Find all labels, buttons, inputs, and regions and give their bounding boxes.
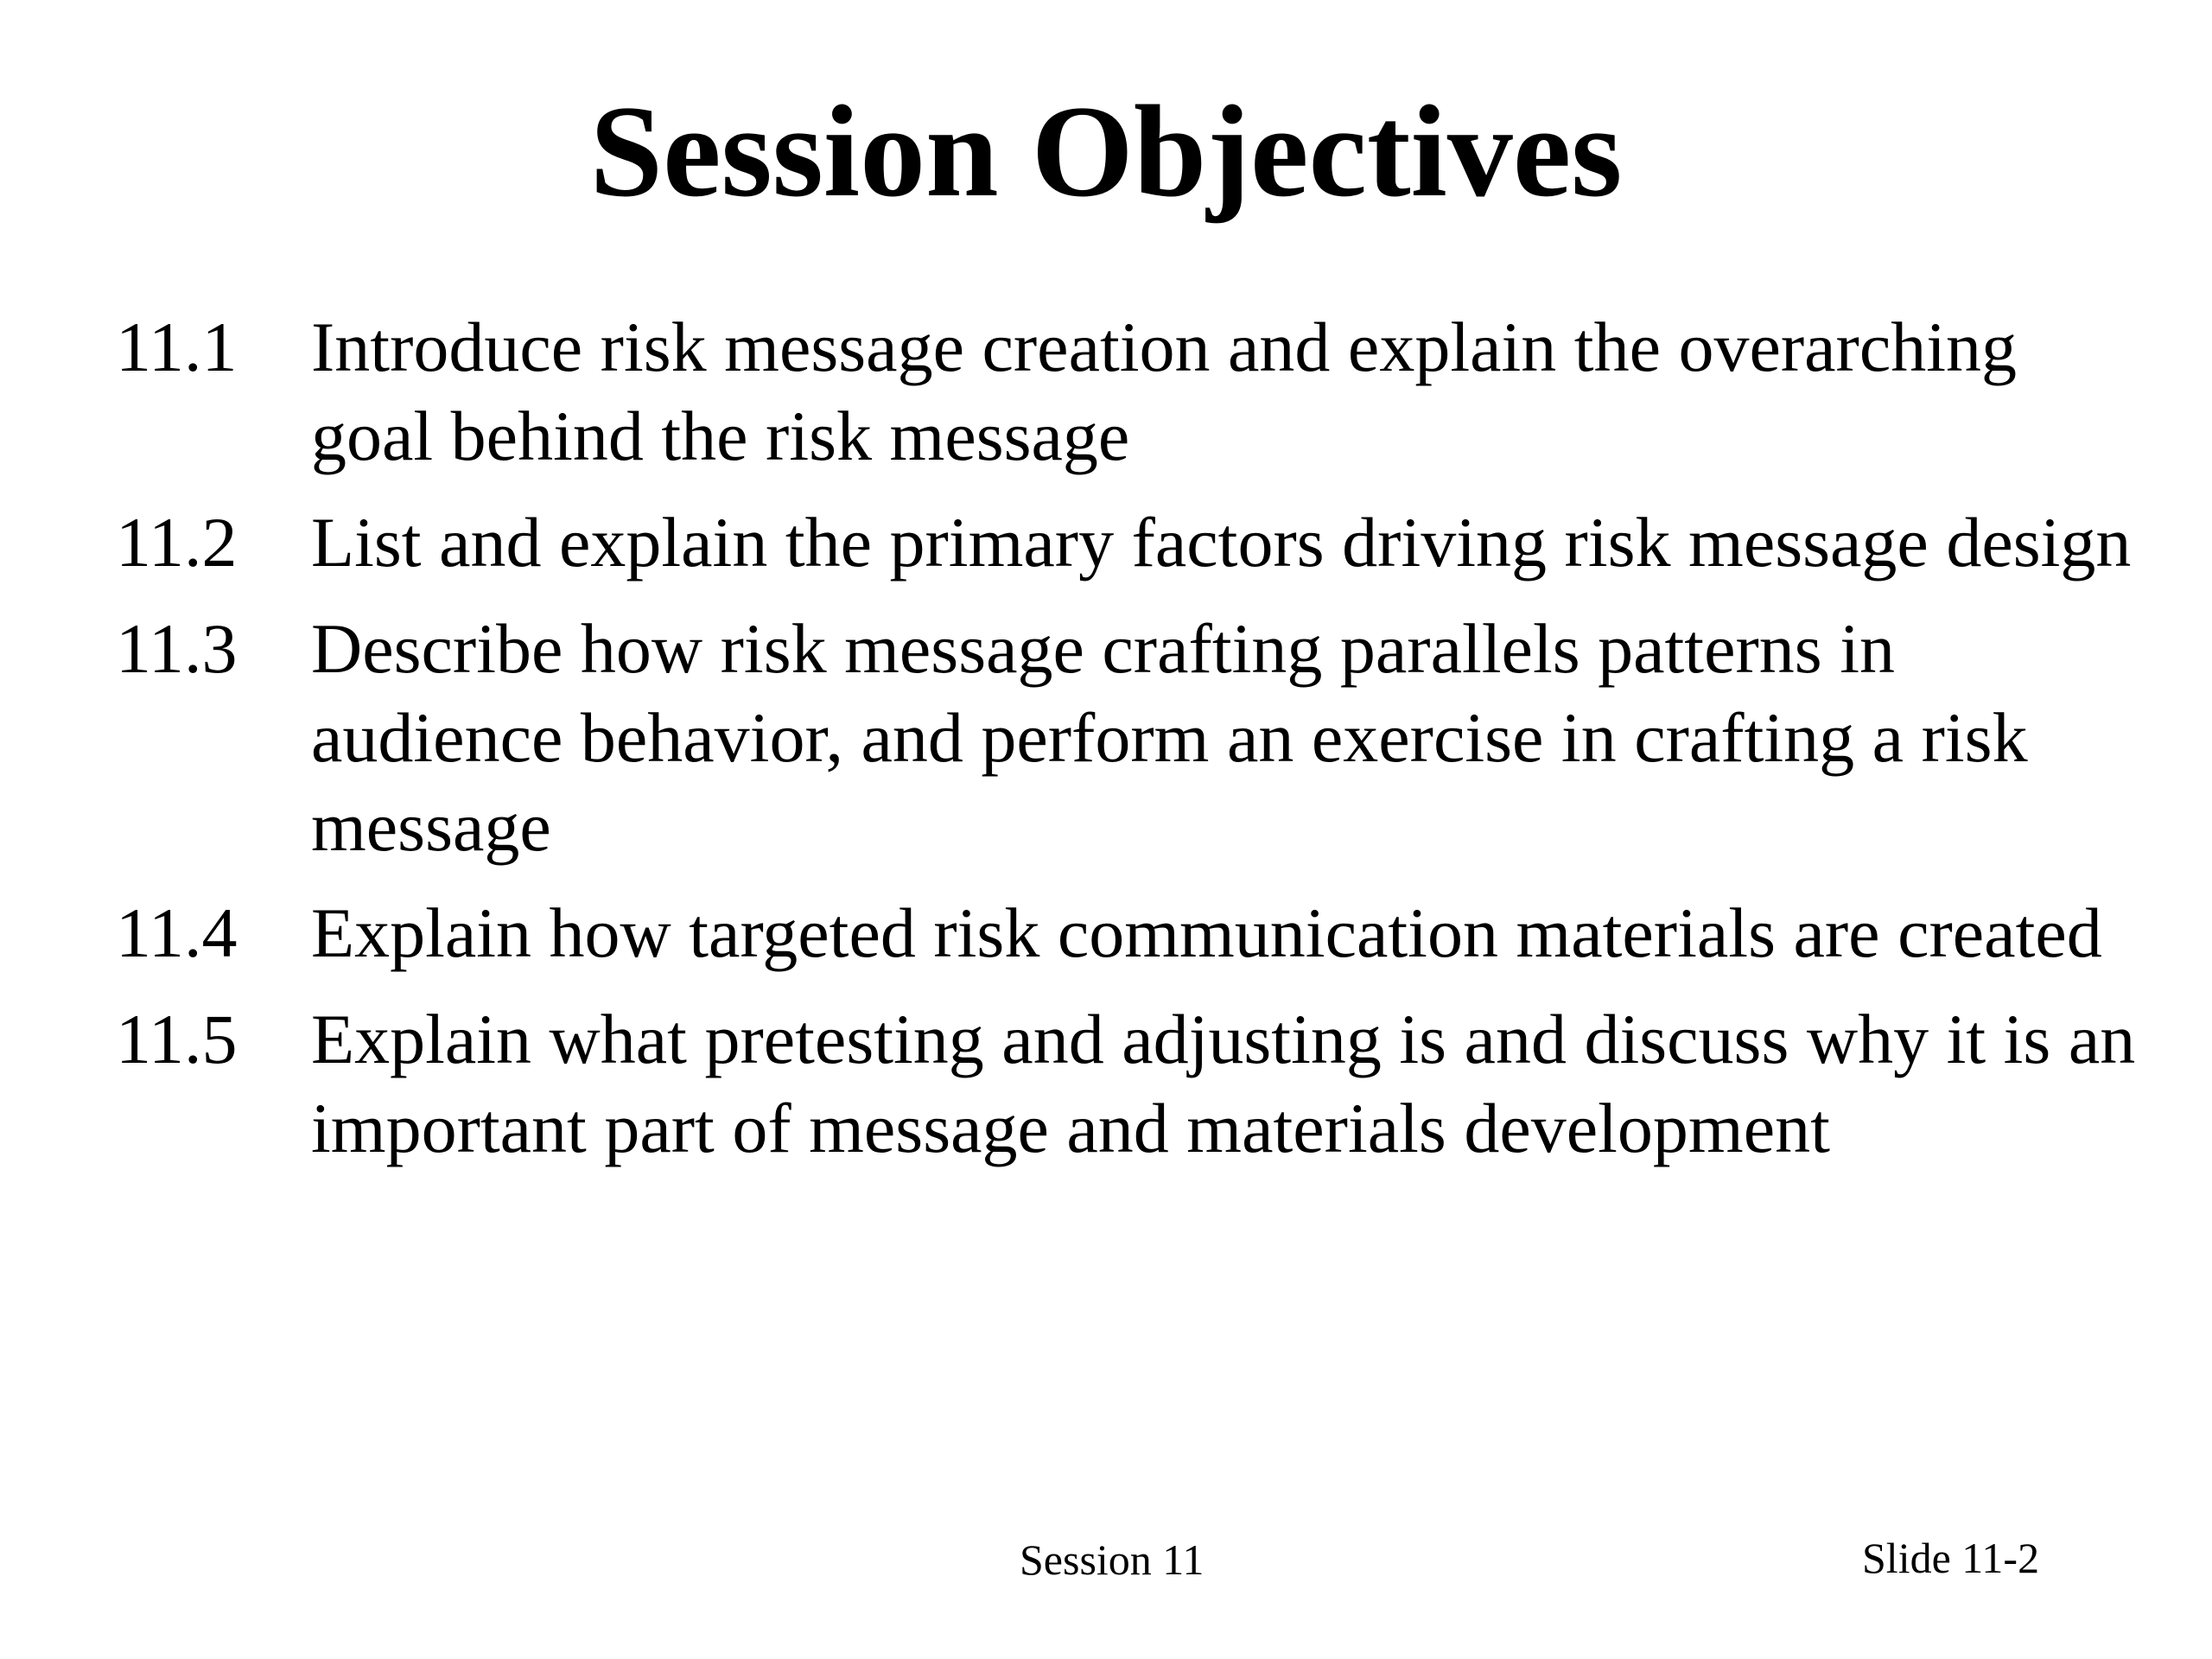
objective-text: Introduce risk message creation and explain the overarching goal behind the risk message bbox=[311, 308, 2018, 475]
footer-session-label: Session 11 bbox=[1020, 1535, 1205, 1584]
objective-item bbox=[116, 498, 2138, 587]
objective-item bbox=[116, 995, 2138, 1173]
objective-text: List and explain the primary factors driving risk message design bbox=[311, 503, 2132, 582]
objective-item bbox=[116, 888, 2138, 977]
slide-title: Session Objectives bbox=[589, 79, 1623, 224]
objective-number: 11.1 bbox=[116, 308, 238, 386]
objective-number: 11.3 bbox=[116, 609, 238, 688]
objective-item bbox=[116, 302, 2138, 480]
objective-number: 11.4 bbox=[116, 893, 238, 972]
footer-slide-number: Slide 11-2 bbox=[1862, 1534, 2040, 1582]
objective-text: Describe how risk message crafting parallels patterns in audience behavior, and perform an exercise in crafting a risk message bbox=[311, 609, 2028, 866]
objective-text: Explain what pretesting and adjusting is and discuss why it is an important part of message and materials development bbox=[311, 1000, 2136, 1167]
objective-text: Explain how targeted risk communication materials are created bbox=[311, 893, 2102, 972]
objective-number: 11.5 bbox=[116, 1000, 238, 1078]
objective-item bbox=[116, 604, 2138, 871]
objectives-list bbox=[116, 302, 2138, 1190]
objective-number: 11.2 bbox=[116, 503, 238, 582]
